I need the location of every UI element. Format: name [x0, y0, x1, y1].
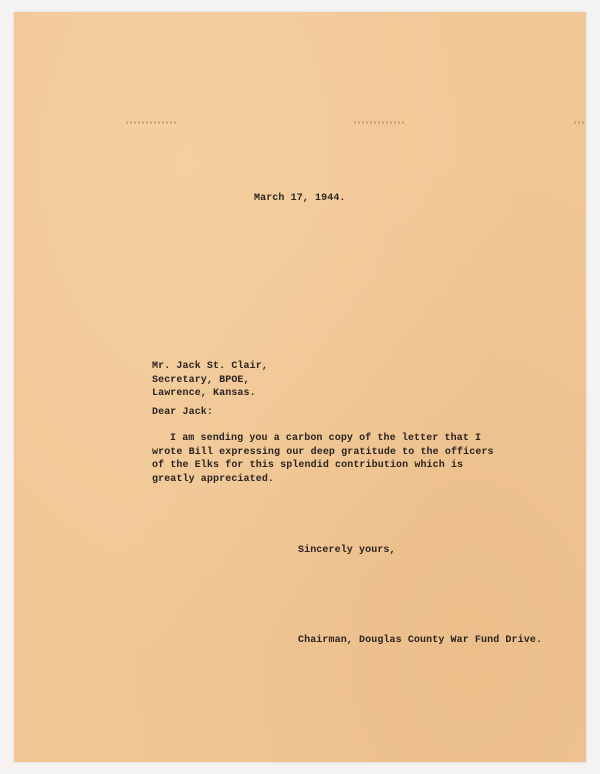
body-line: greatly appreciated.	[152, 473, 275, 485]
letter-body	[152, 432, 494, 486]
address-line: Lawrence, Kansas.	[152, 388, 256, 399]
address-line: Mr. Jack St. Clair,	[152, 361, 268, 372]
typewriter-smudge	[126, 121, 178, 124]
closing: Sincerely yours,	[298, 545, 396, 556]
salutation: Dear Jack:	[152, 407, 214, 418]
typewriter-smudge	[574, 121, 586, 124]
signature-title: Chairman, Douglas County War Fund Drive.	[298, 635, 543, 646]
body-line: wrote Bill expressing our deep gratitude to the officers	[152, 446, 494, 458]
body-line: of the Elks for this splendid contribution which is	[152, 460, 464, 471]
recipient-address	[152, 360, 268, 401]
letter-page	[14, 12, 586, 762]
typewriter-smudge	[354, 121, 404, 124]
letter-date: March 17, 1944.	[254, 193, 346, 204]
address-line: Secretary, BPOE,	[152, 374, 250, 386]
body-line: I am sending you a carbon copy of the letter that I	[170, 433, 482, 444]
